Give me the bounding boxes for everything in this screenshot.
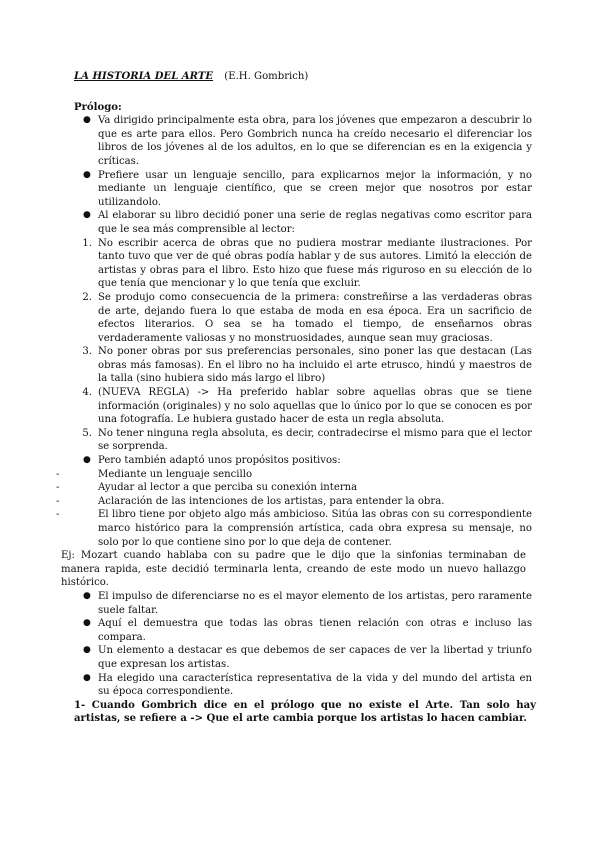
- document-title: LA HISTORIA DEL ARTE: [74, 71, 214, 82]
- bullet-text: Aquí el demuestra que todas las obras tienen relación con otras e incluso las compara.: [98, 618, 532, 643]
- rule-text: No escribir acerca de obras que no pudiera mostrar mediante ilustraciones. Por tanto tuvo que ver de qué obras podía hablar y de sus autores. Limitó la elección de artistas y obras para el libro. Esto hizo que fuese más riguroso en su elección de lo que tenía que mencionar y lo que tenía que excluir.: [98, 237, 532, 290]
- rule-text: Se produjo como consecuencia de la primera: constreñirse a las verdaderas obras de arte, dejando fuera lo que estaba de moda en esa época. Era un sacrificio de efectos literarios. O sea se ha tomado el tiempo, de enseñarnos obras verdaderamente valiosas y no monstruosidades, aunque sean muy graciosas.: [98, 291, 532, 344]
- rules-list: [74, 237, 532, 455]
- question-paragraph: 1- Cuando Gombrich dice en el prólogo que no existe el Arte. Tan solo hay artistas, se refiere a -> Que el arte cambia porque los artistas lo hacen cambiar.: [74, 699, 536, 725]
- bullet-text: Ha elegido una característica representativa de la vida y del mundo del artista en su época correspondiente.: [98, 672, 532, 698]
- dash-marker: -: [56, 468, 60, 480]
- rule-text: (NUEVA REGLA) -> Ha preferido hablar sobre aquellas obras que se tiene información (originales) y no solo aquellas que lo único por lo que se conocen es por una fotografía. Le hubiera gustado hacer de esta un regla absoluta.: [98, 387, 532, 426]
- list-item: [56, 508, 532, 549]
- bullet-icon: ●: [83, 210, 91, 221]
- bullet-text: Un elemento a destacar es que debemos de ser capaces de ver la libertad y triunfo que expresan los artistas.: [98, 645, 532, 670]
- document-author: (E.H. Gombrich): [224, 71, 309, 82]
- bullet-icon: ●: [83, 115, 91, 126]
- dash-text: Aclaración de las intenciones de los artistas, para entender la obra.: [98, 495, 445, 507]
- bullet-icon: ●: [83, 455, 91, 466]
- list-item: [74, 590, 532, 617]
- bullet-text: Al elaborar su libro decidió poner una serie de reglas negativas como escritor para que le sea más comprensible al lector:: [98, 210, 532, 235]
- list-item: [74, 386, 532, 427]
- list-item: [74, 644, 532, 671]
- document-body: [56, 70, 536, 726]
- closing-bullet-list: [74, 590, 532, 699]
- rule-number: 4.: [82, 387, 92, 399]
- title-line: [74, 70, 532, 84]
- positive-intro-list: [74, 454, 532, 468]
- positive-items-list: [56, 468, 532, 550]
- section-heading: Prólogo:: [74, 101, 122, 113]
- rule-text: No tener ninguna regla absoluta, es decir, contradecirse el mismo para que el lector se sorprenda.: [98, 427, 532, 453]
- list-item: [74, 291, 532, 345]
- bullet-icon: ●: [83, 618, 91, 629]
- list-item: [56, 495, 532, 509]
- list-item: [56, 481, 532, 495]
- list-item: [74, 114, 532, 168]
- list-item: [74, 345, 532, 386]
- example-paragraph: Ej: Mozart cuando hablaba con su padre que le dijo que la sinfonias terminaban de manera rapida, este decidió terminarla lenta, creando de este modo un nuevo hallazgo histórico.: [61, 550, 526, 589]
- bullet-icon: ●: [83, 169, 91, 180]
- rule-number: 5.: [82, 427, 92, 439]
- list-item: [74, 617, 532, 644]
- rule-number: 2.: [82, 291, 92, 303]
- dash-text: Ayudar al lector a que perciba su conexión interna: [98, 482, 358, 494]
- intro-bullet-list: [74, 114, 532, 236]
- list-item: [74, 209, 532, 236]
- dash-marker: -: [56, 482, 60, 494]
- dash-marker: -: [56, 495, 60, 507]
- rule-number: 3.: [82, 346, 92, 358]
- dash-marker: -: [56, 509, 60, 521]
- rule-text: No poner obras por sus preferencias personales, sino poner las que destacan (Las obras más famosas). En el libro no ha incluido el arte etrusco, hindú y maestros de la talla (sino hubiera sido más largo el libro): [98, 346, 532, 385]
- bullet-icon: ●: [83, 672, 91, 683]
- bullet-icon: ●: [83, 645, 91, 656]
- bullet-text: El impulso de diferenciarse no es el mayor elemento de los artistas, pero raramente suele faltar.: [98, 590, 532, 616]
- dash-text: Mediante un lenguaje sencillo: [98, 468, 253, 480]
- bullet-text: Va dirigido principalmente esta obra, para los jóvenes que empezaron a descubrir lo que es arte para ellos. Pero Gombrich nunca ha creído necesario el diferenciar los libros de los jóvenes al de los adultos, en lo que se diferencian es en la exigencia y críticas.: [98, 115, 532, 167]
- bullet-icon: ●: [83, 590, 91, 601]
- bullet-text: Pero también adaptó unos propósitos positivos:: [98, 455, 341, 467]
- list-item: [74, 237, 532, 291]
- list-item: [74, 672, 532, 699]
- list-item: [56, 468, 532, 482]
- list-item: [74, 169, 532, 210]
- rule-number: 1.: [82, 237, 92, 249]
- list-item: [74, 454, 532, 468]
- list-item: [74, 427, 532, 454]
- bullet-text: Prefiere usar un lenguaje sencillo, para explicarnos mejor la información, y no mediante un lenguaje científico, que se creen mejor que nosotros por estar utilizandolo.: [98, 169, 532, 208]
- dash-text: El libro tiene por objeto algo más ambicioso. Sitúa las obras con su correspondiente marco histórico para la comprensión artística, cada obra expresa su mensaje, no solo por lo que contiene sino por lo que deja de contener.: [98, 509, 532, 548]
